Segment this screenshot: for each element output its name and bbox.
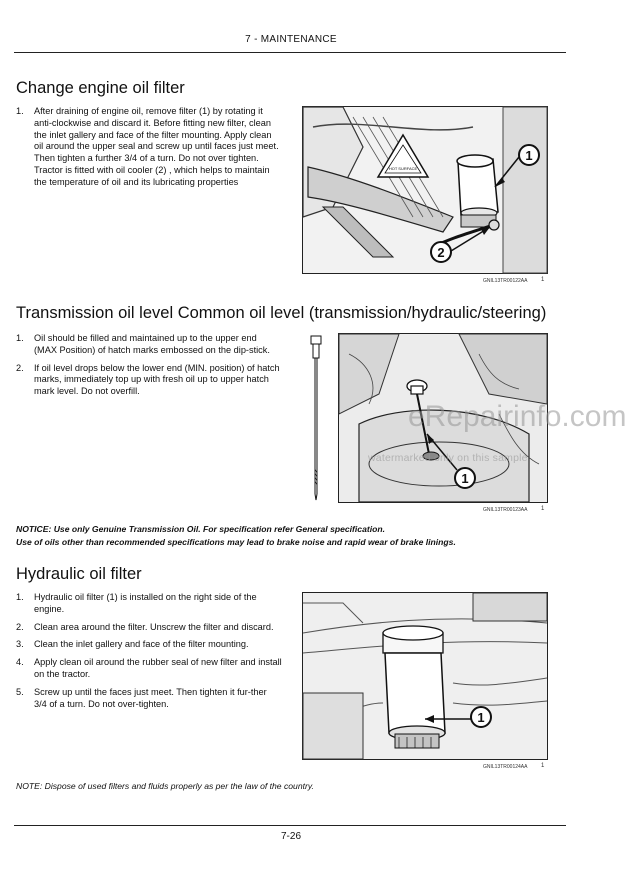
hydraulic-filter-steps [16, 592, 282, 716]
notice-line: Use of oils other than recommended specifications may lead to brake noise and rapid wear of brake linings. [16, 536, 456, 547]
header-rule [14, 52, 566, 53]
notice-line: NOTICE: Use only Genuine Transmission Oil. For specification refer General specification. [16, 524, 385, 534]
figure-code: GNIL13TR00122AA [483, 278, 528, 284]
step-item: 1. Hydraulic oil filter (1) is installed on the right side of the engine. [16, 592, 257, 614]
footer-rule [14, 825, 566, 826]
step-item: 2. Clean area around the filter. Unscrew the filter and discard. [16, 621, 274, 632]
step-item: 3. Clean the inlet gallery and face of the filter mounting. [16, 639, 249, 650]
step-item: 5. Screw up until the faces just meet. Then tighten it fur-ther 3/4 of a turn. Do not over-tighten. [16, 686, 267, 709]
dipstick-illustration [304, 334, 328, 504]
section-title-hydraulic-oil-filter: Hydraulic oil filter [16, 565, 142, 583]
section-title-transmission-oil-level: Transmission oil level Common oil level (transmission/hydraulic/steering) [16, 304, 547, 322]
figure-code: GNIL13TR00123AA [483, 507, 528, 513]
section-title-engine-oil-filter: Change engine oil filter [16, 79, 185, 97]
hydraulic-filter-illustration [303, 593, 547, 759]
figure-code: GNIL13TR00124AA [483, 764, 528, 770]
callout-2-label: 2 [437, 245, 445, 260]
notice-block [16, 523, 566, 548]
step-item: 1. After draining of engine oil, remove filter (1) by rotating it anti-clockwise and discard it. Before fitting new filter, clean the inlet gallery and face of the filter mounting. Apply clean oil around the upper seal and screw up until faces just meet. Then tighten a further 3/4 of a turn. Do not over tighten. Tractor is fitted with oil cooler (2) , which helps to maintain the temperature of oil and its lubricating properties [16, 106, 279, 187]
engine-oil-steps [16, 106, 282, 195]
figure-hydraulic-oil-filter [302, 592, 548, 760]
callout-1-label: 1 [461, 471, 469, 486]
watermark-text: eRepairinfo.com [408, 400, 626, 433]
step-item: 4. Apply clean oil around the rubber seal of new filter and install on the tractor. [16, 657, 282, 679]
figure-index: 1 [541, 506, 545, 512]
svg-text:HOT SURFACE: HOT SURFACE [388, 166, 418, 171]
callout-1-label: 1 [477, 710, 485, 725]
engine-oil-filter-illustration [303, 107, 547, 273]
figure-engine-oil-filter [302, 106, 548, 274]
callout-1-label: 1 [525, 148, 533, 163]
transmission-oil-steps [16, 333, 282, 404]
step-item: 1. Oil should be filled and maintained up to the upper end (MAX Position) of hatch marks embossed on the dip-stick. [16, 333, 270, 355]
watermark-subtext: watermarked only on this sample [368, 452, 528, 464]
step-item: 2. If oil level drops below the lower end (MIN. position) of hatch marks, immediately top up with fresh oil up to upper hatch mark level. Do not overfill. [16, 362, 280, 397]
section-header: 7 - MAINTENANCE [245, 34, 337, 45]
figure-index: 1 [541, 763, 545, 769]
note-block: NOTE: Dispose of used filters and fluids properly as per the law of the country. [16, 781, 314, 791]
figure-index: 1 [541, 277, 545, 283]
oil-filter-canister [457, 155, 498, 227]
page-number: 7-26 [280, 831, 301, 842]
hydraulic-filter-canister [383, 626, 445, 748]
